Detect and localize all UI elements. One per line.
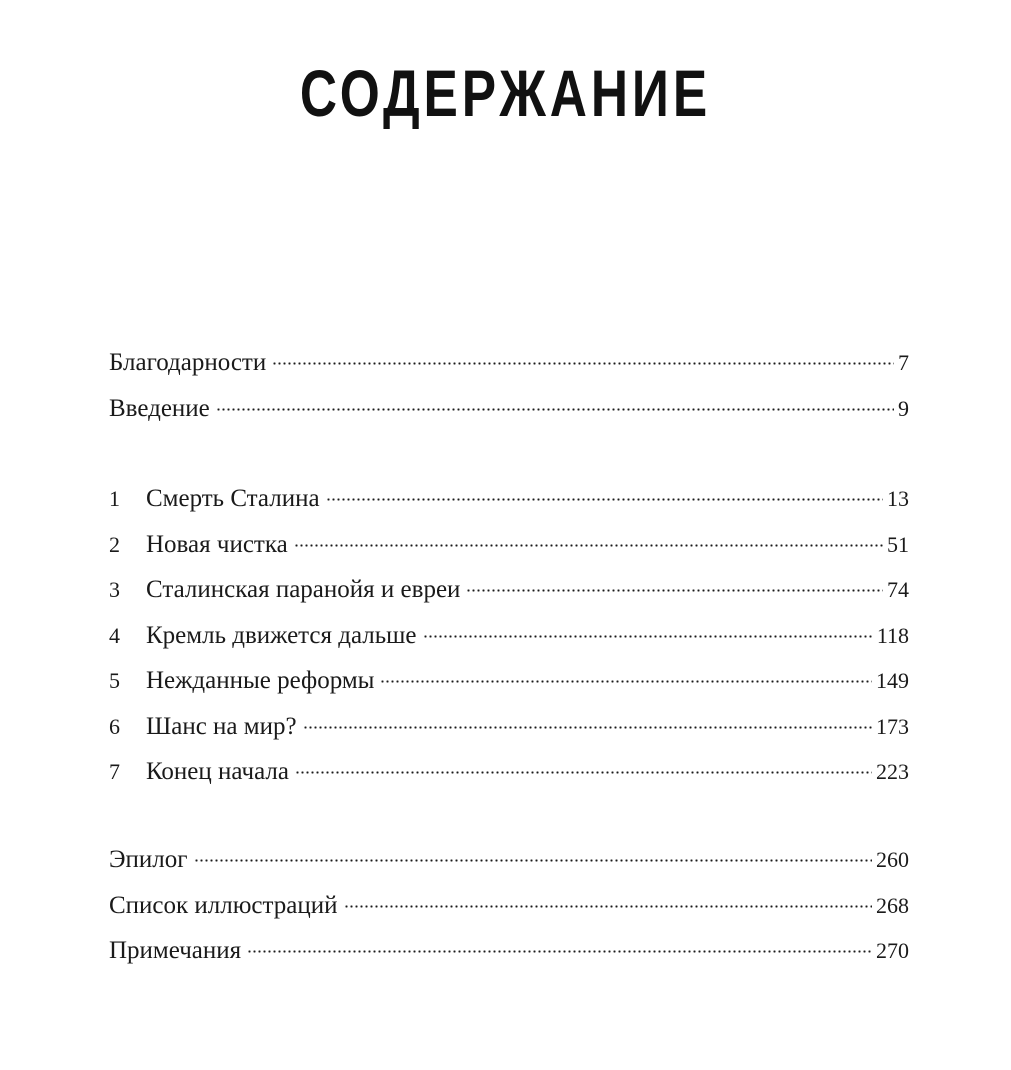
chapter-number: 3 <box>109 577 120 602</box>
dot-leader <box>423 635 873 638</box>
dot-leader <box>344 905 873 908</box>
toc-entry-page: 223 <box>876 759 909 784</box>
dot-leader <box>466 589 883 592</box>
toc-entry-page: 74 <box>887 577 909 602</box>
chapter-number: 2 <box>109 531 120 557</box>
dot-leader <box>295 771 872 774</box>
toc-chapter-entry[interactable] <box>109 522 909 568</box>
dot-leader <box>272 362 894 365</box>
toc-entry[interactable] <box>109 883 909 929</box>
toc-entry-page: 268 <box>876 892 909 918</box>
toc-entry-page: 270 <box>876 938 909 963</box>
dot-leader <box>247 950 872 953</box>
dot-leader <box>294 544 883 547</box>
toc-entry-label: Примечания <box>109 928 245 974</box>
toc-entry-page: 118 <box>876 622 909 648</box>
toc-chapter-entry[interactable] <box>109 749 909 795</box>
toc-entry-label: Эпилог <box>109 837 192 883</box>
toc-entry-label: Введение <box>109 386 214 432</box>
toc-back-matter <box>109 837 909 974</box>
toc-entry-label: Смерть Сталина <box>146 476 324 522</box>
dot-leader <box>303 726 872 729</box>
toc-front-matter <box>109 340 909 431</box>
toc-entry-label: Нежданные реформы <box>146 658 378 704</box>
toc-entry-label: Сталинская паранойя и евреи <box>146 567 464 613</box>
chapter-number: 7 <box>109 759 120 784</box>
toc-entry-label: Шанс на мир? <box>146 704 301 750</box>
toc-chapter-entry[interactable] <box>109 704 909 750</box>
toc-entry-label: Благодарности <box>109 340 270 386</box>
chapter-number: 4 <box>109 622 120 648</box>
dot-leader <box>216 408 894 411</box>
toc-entry-page: 13 <box>887 486 909 511</box>
toc-entry-label: Новая чистка <box>146 522 292 568</box>
chapter-number: 6 <box>109 713 120 739</box>
chapter-number: 1 <box>109 486 120 511</box>
dot-leader <box>194 859 873 862</box>
toc-chapter-entry[interactable] <box>109 658 909 704</box>
toc-entry[interactable] <box>109 837 909 883</box>
dot-leader <box>326 498 883 501</box>
toc-chapter-entry[interactable] <box>109 567 909 613</box>
toc-entry-label: Список иллюстраций <box>109 883 342 929</box>
page-title: СОДЕРЖАНИЕ <box>299 56 712 130</box>
toc-entry-page: 260 <box>876 847 909 872</box>
dot-leader <box>380 680 872 683</box>
toc-entry[interactable] <box>109 928 909 974</box>
toc-entry-label: Конец начала <box>146 749 293 795</box>
toc-entry-label: Кремль движется дальше <box>146 613 421 659</box>
toc-chapter-entry[interactable] <box>109 476 909 522</box>
toc-entry-page: 173 <box>876 713 909 739</box>
toc-entry-page: 7 <box>898 350 909 375</box>
toc-entry-page: 51 <box>887 531 909 557</box>
chapter-number: 5 <box>109 668 120 693</box>
toc-entry-page: 9 <box>898 395 909 421</box>
toc-entry[interactable] <box>109 340 909 386</box>
toc-chapter-entry[interactable] <box>109 613 909 659</box>
toc-chapters <box>109 476 909 795</box>
toc-entry-page: 149 <box>876 668 909 693</box>
toc-entry[interactable] <box>109 386 909 432</box>
